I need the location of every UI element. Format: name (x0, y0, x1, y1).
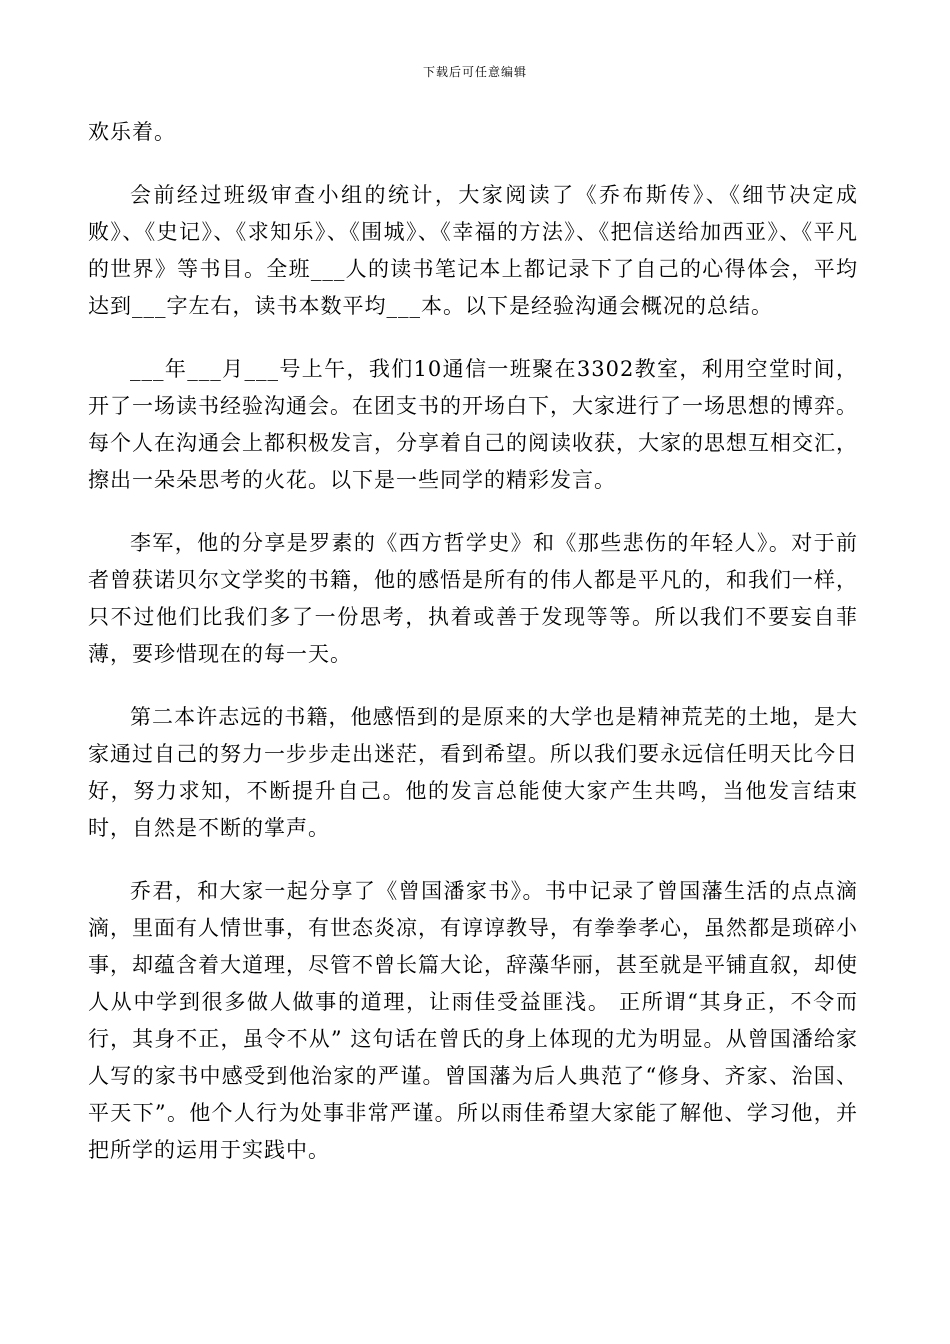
paragraph-meeting-overview: ___年___月___号上午，我们10通信一班聚在3302教室，利用空堂时间，开了一场读书经验沟通会。在团支书的开场白下，大家进行了一场思想的博弈。每个人在沟通会上都积极发言，分享着自己的阅读收获，大家的思想互相交汇，擦出一朵朵思考的火花。以下是一些同学的精彩发言。 (88, 357, 858, 492)
paragraph-book-statistics: 会前经过班级审查小组的统计，大家阅读了《乔布斯传》、《细节决定成败》、《史记》、《求知乐》、《围城》、《幸福的方法》、《把信送给加西亚》、《平凡的世界》等书目。全班___人的读书笔记本上都记录下了自己的心得体会，平均达到___字左右，读书本数平均___本。以下是经验沟通会概况的总结。 (88, 183, 858, 318)
paragraph-continuation: 欢乐着。 (88, 120, 176, 144)
paragraph-second-book: 第二本许志远的书籍，他感悟到的是原来的大学也是精神荒芜的土地，是大家通过自己的努力一步步走出迷茫，看到希望。所以我们要永远信任明天比今日好，努力求知，不断提升自己。他的发言总能使大家产生共鸣，当他发言结束时，自然是不断的掌声。 (88, 705, 858, 840)
page-header: 下载后可任意编辑 (422, 65, 527, 79)
paragraph-qiao-jun-sharing: 乔君，和大家一起分享了《曾国潘家书》。书中记录了曾国藩生活的点点滴滴，里面有人情世事，有世态炎凉，有谆谆教导，有拳拳孝心，虽然都是琐碎小事，却蕴含着大道理，尽管不曾长篇大论，辞藻华丽，甚至就是平铺直叙，却使人从中学到很多做人做事的道理，让雨佳受益匪浅。 正所谓“其身正，不令而行，其身不正，虽令不从” 这句话在曾氏的身上体现的尤为明显。从曾国潘给家人写的家书中感受到他治家的严谨。曾国藩为后人典范了“修身、齐家、治国、平天下”。他个人行为处事非常严谨。所以雨佳希望大家能了解他、学习他，并把所学的运用于实践中。 (88, 879, 858, 1162)
document-body (88, 114, 858, 1195)
paragraph-li-jun-sharing: 李军，他的分享是罗素的《西方哲学史》和《那些悲伤的年轻人》。对于前者曾获诺贝尔文学奖的书籍，他的感悟是所有的伟人都是平凡的，和我们一样，只不过他们比我们多了一份思考，执着或善于发现等等。所以我们不要妄自菲薄，要珍惜现在的每一天。 (88, 531, 858, 666)
